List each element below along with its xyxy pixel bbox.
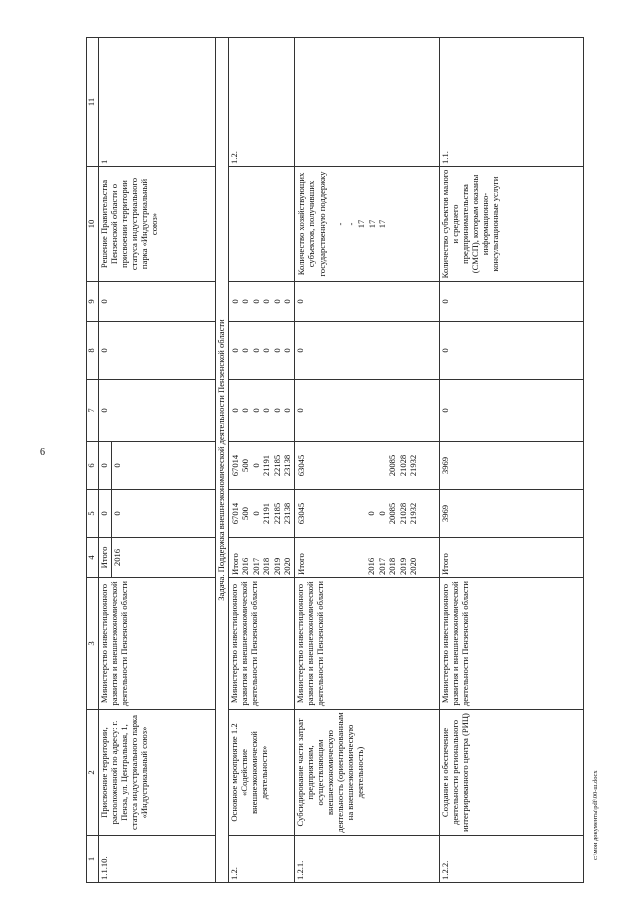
value-cell: 0 bbox=[99, 380, 216, 442]
value-item: 0 bbox=[282, 408, 293, 413]
value-item: 21028 bbox=[397, 454, 408, 477]
value-cell: 0 bbox=[99, 442, 112, 490]
indicator-value: 17 bbox=[366, 219, 377, 229]
table-row bbox=[439, 38, 583, 883]
year-item: 2019 bbox=[271, 557, 282, 575]
measure-name: Создание и обеспечение деятельности регионального интегрированного центра (РИЦ) bbox=[439, 710, 583, 836]
column-number-row bbox=[87, 38, 99, 883]
col-num-6: 6 bbox=[87, 442, 99, 490]
value-item: 23138 bbox=[282, 454, 293, 477]
value-cell: 0 bbox=[439, 380, 583, 442]
value-item: 0 bbox=[261, 299, 272, 304]
col-num-9: 9 bbox=[87, 282, 99, 322]
values-list bbox=[228, 282, 294, 322]
col-num-11: 11 bbox=[87, 38, 99, 167]
value-item: 0 bbox=[250, 511, 261, 516]
col-num-1: 1 bbox=[87, 836, 99, 883]
indicator-value: - bbox=[345, 222, 356, 226]
value-item bbox=[377, 444, 388, 487]
value-item: 21028 bbox=[397, 502, 408, 525]
table-row bbox=[228, 38, 294, 883]
years-list bbox=[294, 538, 439, 578]
value-item: 0 bbox=[282, 348, 293, 353]
measure-name: Основное мероприятие 1.2 «Содействие внешнеэкономической деятельности» bbox=[228, 710, 294, 836]
year-item: 2018 bbox=[387, 557, 398, 575]
values-list bbox=[294, 442, 439, 490]
value-item: 20085 bbox=[387, 502, 398, 525]
value-item: 21191 bbox=[261, 502, 272, 525]
measure-name: Присвоение территории, расположенной по адресу: г. Пенза, ул. Центральная, 1, статуса индустриального парка «Индустриальный союз» bbox=[99, 710, 216, 836]
value-item: 21932 bbox=[408, 454, 419, 477]
footer-file-path: c:\мои документы\pdf\00-ш.docx bbox=[592, 770, 599, 860]
col-num-5: 5 bbox=[87, 490, 99, 538]
value-item: 0 bbox=[250, 348, 261, 353]
value-cell: 0 bbox=[439, 322, 583, 380]
year-cell: Итого bbox=[99, 538, 112, 578]
col-num-10: 10 bbox=[87, 167, 99, 282]
value-item: 63045 bbox=[295, 502, 306, 525]
value-cell: 3969 bbox=[439, 490, 583, 538]
values-list bbox=[228, 322, 294, 380]
year-item: 2016 bbox=[240, 557, 251, 575]
value-item: 0 bbox=[240, 408, 251, 413]
year-cell: 2016 bbox=[111, 538, 215, 578]
value-item bbox=[366, 444, 377, 487]
indicator-ref-empty bbox=[294, 38, 439, 167]
value-item: 0 bbox=[250, 408, 261, 413]
value-item: 0 bbox=[229, 348, 240, 353]
value-cell: 0 bbox=[99, 322, 216, 380]
program-measures-table bbox=[86, 37, 584, 883]
value-item: 0 bbox=[250, 299, 261, 304]
value-item: 0 bbox=[229, 299, 240, 304]
year-cell: Итого bbox=[439, 538, 583, 578]
year-item: 2017 bbox=[250, 557, 261, 575]
value-item: 23138 bbox=[282, 502, 293, 525]
indicator-ref: 1.2. bbox=[228, 38, 294, 167]
value-cell: 3969 bbox=[439, 442, 583, 490]
table-row bbox=[294, 38, 439, 883]
year-item: Итого bbox=[295, 553, 306, 575]
indicator-name: Количество хозяйствующих субъектов, получивших государственную поддержку bbox=[295, 171, 327, 277]
year-item: 2018 bbox=[261, 557, 272, 575]
year-item: Итого bbox=[229, 553, 240, 575]
value-item: 0 bbox=[376, 511, 387, 516]
col-num-7: 7 bbox=[87, 380, 99, 442]
value-item: 500 bbox=[240, 507, 251, 520]
measure-name: Субсидирование части затрат предприятиям, осуществляющим внешнеэкономическую деятельность (ориентированным на внешнеэкономическую деятельность) bbox=[294, 710, 439, 836]
value-item: 0 bbox=[282, 299, 293, 304]
col-num-4: 4 bbox=[87, 538, 99, 578]
value-item: 20085 bbox=[387, 454, 398, 477]
value-cell: 0 bbox=[99, 490, 112, 538]
year-item: 2019 bbox=[397, 557, 408, 575]
value-item: 22185 bbox=[271, 454, 282, 477]
value-item: 67014 bbox=[229, 502, 240, 525]
value-item: 0 bbox=[271, 348, 282, 353]
values-list bbox=[294, 490, 439, 538]
value-item: 0 bbox=[271, 299, 282, 304]
task-row bbox=[215, 38, 228, 883]
col-num-8: 8 bbox=[87, 322, 99, 380]
row-number: 1.2.2. bbox=[439, 836, 583, 883]
values-list bbox=[228, 442, 294, 490]
value-item: 22185 bbox=[271, 502, 282, 525]
year-item: 2020 bbox=[408, 557, 419, 575]
page-number: 6 bbox=[40, 447, 45, 458]
value-item: 0 bbox=[240, 348, 251, 353]
value-cell: 0 bbox=[294, 282, 439, 322]
indicator-ref: 1.1. bbox=[439, 38, 583, 167]
responsible-executor: Министерство инвестиционного развития и внешнеэкономической деятельности Пензенской области bbox=[228, 578, 294, 710]
indicator-name-empty bbox=[228, 167, 294, 282]
responsible-executor: Министерство инвестиционного развития и внешнеэкономической деятельности Пензенской области bbox=[99, 578, 216, 710]
col-num-3: 3 bbox=[87, 578, 99, 710]
value-item: 21932 bbox=[408, 502, 419, 525]
value-item: 0 bbox=[271, 408, 282, 413]
value-item: 0 bbox=[261, 408, 272, 413]
value-item: 0 bbox=[229, 408, 240, 413]
value-cell: 0 bbox=[439, 282, 583, 322]
row-number: 1.2.1. bbox=[294, 836, 439, 883]
year-item: 2020 bbox=[282, 557, 293, 575]
values-list bbox=[228, 380, 294, 442]
value-item: 63045 bbox=[295, 454, 306, 477]
indicator-ref: 1 bbox=[99, 38, 216, 167]
value-item: 0 bbox=[250, 463, 261, 468]
value-item: 21191 bbox=[261, 454, 272, 477]
value-item: 0 bbox=[261, 348, 272, 353]
year-item: 2017 bbox=[376, 557, 387, 575]
value-item: 0 bbox=[366, 511, 377, 516]
indicator-name: Решение Правительства Пензенской области о присвоении территории статуса индустриального парка «Индустриальный союз» bbox=[99, 167, 216, 282]
row-number: 1.2. bbox=[228, 836, 294, 883]
indicator-block bbox=[294, 167, 439, 282]
responsible-executor: Министерство инвестиционного развития и внешнеэкономической деятельности Пензенской области bbox=[439, 578, 583, 710]
task-title: Задача. Поддержка внешнеэкономической деятельности Пензенской области bbox=[215, 38, 228, 883]
years-list bbox=[228, 538, 294, 578]
value-item: 67014 bbox=[229, 454, 240, 477]
indicator-value: 17 bbox=[377, 219, 388, 229]
indicator-value: 17 bbox=[356, 219, 367, 229]
table-row bbox=[99, 38, 112, 883]
rotated-table-container bbox=[86, 38, 606, 883]
value-item: 500 bbox=[240, 459, 251, 472]
responsible-executor: Министерство инвестиционного развития и внешнеэкономической деятельности Пензенской области bbox=[294, 578, 439, 710]
value-cell: 0 bbox=[111, 490, 215, 538]
indicator-value: - bbox=[335, 222, 346, 226]
value-cell: 0 bbox=[294, 380, 439, 442]
value-item: 0 bbox=[240, 299, 251, 304]
year-item: 2016 bbox=[366, 557, 377, 575]
values-list bbox=[228, 490, 294, 538]
value-cell: 0 bbox=[111, 442, 215, 490]
row-number: 1.1.10. bbox=[99, 836, 216, 883]
indicator-name: Количество субъектов малого и среднего предпринимательства (СМСП), которым оказаны информационно-консультационные услуги bbox=[439, 167, 583, 282]
value-cell: 0 bbox=[99, 282, 216, 322]
value-cell: 0 bbox=[294, 322, 439, 380]
col-num-2: 2 bbox=[87, 710, 99, 836]
